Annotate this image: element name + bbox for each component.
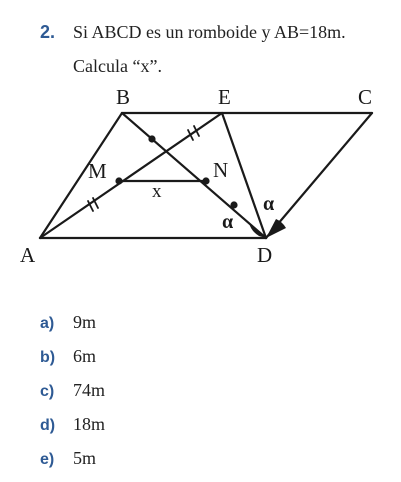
label-c: C xyxy=(358,85,373,109)
option-d[interactable] xyxy=(40,414,105,448)
option-letter: e) xyxy=(40,451,55,468)
option-letter: d) xyxy=(40,417,56,434)
geometry-figure xyxy=(0,80,401,270)
label-alpha-lower: α xyxy=(222,211,234,233)
option-text: 5m xyxy=(73,448,97,468)
point-midpoint-bn xyxy=(148,135,155,142)
side-cd xyxy=(266,113,372,238)
option-c[interactable] xyxy=(40,380,105,414)
option-letter: b) xyxy=(40,349,56,366)
option-e[interactable] xyxy=(40,448,105,482)
option-text: 9m xyxy=(73,312,97,332)
point-n xyxy=(202,177,209,184)
answer-options xyxy=(40,312,105,482)
label-a: A xyxy=(20,243,36,267)
option-letter: c) xyxy=(40,383,55,400)
option-text: 18m xyxy=(73,414,106,434)
label-m: M xyxy=(88,159,107,183)
problem-number: 2. xyxy=(40,22,56,42)
label-alpha-upper: α xyxy=(263,193,275,215)
label-d: D xyxy=(257,243,273,267)
option-text: 74m xyxy=(73,380,106,400)
label-n: N xyxy=(213,158,229,182)
point-m xyxy=(115,177,122,184)
label-b: B xyxy=(116,85,131,109)
angle-marker-upper xyxy=(266,219,286,238)
label-e: E xyxy=(218,85,231,109)
problem-statement: Si ABCD es un romboide y AB=18m. xyxy=(73,22,346,42)
side-ab xyxy=(40,113,122,238)
problem-question: Calcula “x”. xyxy=(73,56,162,76)
option-b[interactable] xyxy=(40,346,105,380)
label-x: x xyxy=(152,181,162,202)
option-letter: a) xyxy=(40,315,55,332)
option-text: 6m xyxy=(73,346,97,366)
option-a[interactable] xyxy=(40,312,105,346)
point-midpoint-nd xyxy=(230,201,237,208)
